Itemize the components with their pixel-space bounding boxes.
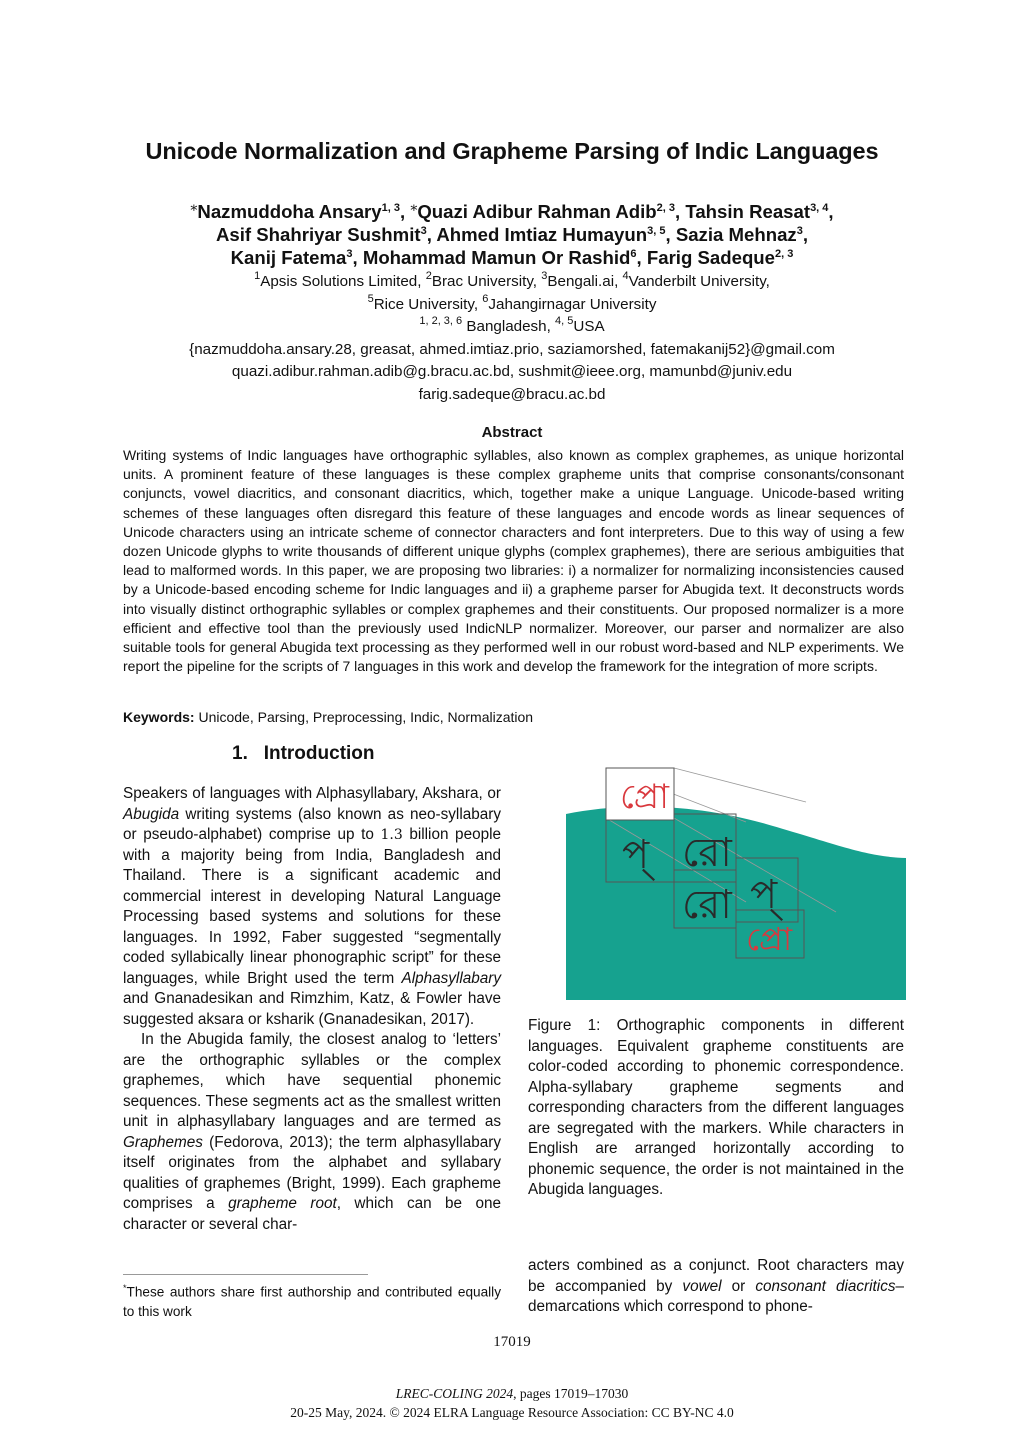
author-name: Nazmuddoha Ansary: [197, 201, 382, 222]
intro-column-right: [528, 1256, 904, 1318]
footer-venue: LREC-COLING 2024: [395, 1386, 514, 1401]
glyph-e: প্রো: [746, 920, 793, 958]
author-affil-sup: 2, 3: [775, 248, 794, 260]
affil-sup: 5: [367, 292, 374, 305]
abstract-heading: Abstract: [481, 424, 543, 441]
text-run: 1.3: [380, 827, 403, 843]
text-run: and Gnanadesikan and Rimzhim, Katz, & Fowler have suggested aksara or ksharik (Gnanadesikan, 2017).: [123, 990, 501, 1028]
footer-line: [0, 1384, 1024, 1403]
affil-text: USA: [573, 318, 605, 335]
footer-line: 20-25 May, 2024. © 2024 ELRA Language Resource Association: CC BY-NC 4.0: [290, 1405, 734, 1420]
text-run: writing systems (also known as neo-syllabary or pseudo-alphabet) comprise up to: [123, 805, 501, 843]
section-heading: [232, 743, 375, 765]
text-run: In the Abugida family, the closest analog to ‘letters’ are the orthographic syllables or the complex graphemes, which have sequential phonemic sequences. These segments act as the smallest written unit in alphasyllabary languages and are termed as: [123, 1031, 501, 1130]
intro-column-left: [123, 784, 501, 1235]
affil-text: Vanderbilt University,: [628, 273, 770, 290]
author-affil-sup: 3, 4: [810, 202, 829, 214]
footer-pages: , pages 17019–17030: [513, 1386, 629, 1401]
author-name: Asif Shahriyar Sushmit: [215, 224, 421, 245]
glyph-a: প্: [622, 832, 650, 878]
glyph-top: প্রো: [620, 777, 670, 817]
paragraph: [123, 784, 501, 1030]
author-affil-sup: 3: [346, 248, 353, 260]
text-run: or: [721, 1277, 756, 1295]
equal-contribution-mark: *: [190, 203, 198, 219]
author-affil-sup: 3: [796, 225, 803, 237]
keywords-label: Keywords:: [123, 709, 195, 725]
text-run: Alphasyllabary: [401, 969, 501, 987]
text-run: (Fedorova, 2013); the term alphasyllabary itself originates from the alphabet and syllabary qualities of graphemes (Bright, 1999). Each grapheme comprises a: [123, 1133, 501, 1212]
glyph-d: প্: [750, 872, 778, 918]
text-run: acters combined as a conjunct. Root characters may be accompanied by: [528, 1257, 904, 1295]
affil-text: Apsis Solutions Limited,: [260, 273, 426, 290]
author-affil-sup: 3: [420, 225, 427, 237]
author-name: Quazi Adibur Rahman Adib: [417, 201, 657, 222]
email-line: quazi.adibur.rahman.adib@g.bracu.ac.bd, sushmit@ieee.org, mamunbd@juniv.edu: [231, 363, 793, 380]
email-line: farig.sadeque@bracu.ac.bd: [418, 385, 606, 403]
keywords: [123, 709, 533, 725]
affil-text: Jahangirnagar University: [488, 295, 657, 313]
author-name: Farig Sadeque: [646, 247, 775, 268]
text-run: billion people with a majority being from India, Bangladesh and Thailand. There is a significant academic and commercial interest in developing Natural Language Processing based systems and solutions for these languages. In 1992, Faber suggested “segmentally coded syllabically linear phonographic script” for these languages, while Bright used the term: [123, 826, 501, 987]
author-name: Mohammad Mamun Or Rashid: [362, 247, 631, 268]
text-run: Abugida: [123, 805, 180, 823]
text-run: consonant diacritics: [755, 1277, 896, 1295]
figure-illustration: [566, 762, 906, 1002]
text-run: , which can be one character or several char-: [123, 1195, 501, 1233]
text-run: Speakers of languages with Alphasyllabary, Akshara, or: [123, 785, 501, 802]
text-run: Graphemes: [123, 1133, 203, 1151]
page-number: 17019: [493, 1334, 531, 1350]
author-affil-sup: 3, 5: [647, 225, 666, 237]
author-name: Ahmed Imtiaz Humayun: [436, 224, 648, 245]
section-title: Introduction: [263, 743, 375, 764]
author-name: Sazia Mehnaz: [675, 224, 797, 245]
page-footer: [0, 1384, 1024, 1422]
affiliation-line: [0, 271, 1024, 294]
affil-text: Rice University,: [373, 295, 483, 313]
footnote-text: These authors share first authorship and contributed equally to this work: [123, 1284, 501, 1319]
affil-text: Bangladesh,: [462, 318, 556, 335]
affil-sup: 6: [482, 292, 489, 305]
glyph-c: রো: [682, 882, 732, 928]
text-run: grapheme root: [228, 1195, 337, 1212]
affil-sup: 3: [541, 270, 548, 282]
affiliations: [0, 271, 1024, 406]
author-name: Tahsin Reasat: [685, 201, 811, 222]
text-run: – demarcations which correspond to phone-: [528, 1277, 905, 1315]
affiliation-line: [0, 294, 1024, 317]
affil-sup: 1, 2, 3, 6: [419, 315, 463, 327]
affil-sup: 4: [622, 270, 629, 282]
abstract-text: Writing systems of Indic languages have orthographic syllables, also known as complex graphemes, as unique horizontal units. A prominent feature of these languages is these complex grapheme units that comprise consonants/consonant conjuncts, vowel diacritics, and consonant diacritics, which, together make a unique Language. Unicode-based writing schemes of these languages often disregard this feature of these languages and encode words as linear sequences of Unicode characters using an intricate scheme of connector characters and font interpreters. Due to this way of using a few dozen Unicode glyphs to write thousands of different unique glyphs (complex graphemes), there are serious ambiguities that lead to malformed words. In this paper, we are proposing two libraries: i) a normalizer for normalizing inconsistencies caused by a Unicode-based encoding scheme for Indic languages and ii) a grapheme parser for Abugida text. It deconstructs words into visually distinct orthographic syllables or complex graphemes and their constituents. Our proposed normalizer is a more efficient and effective tool than the previously used IndicNLP normalizer. Moreover, our parser and normalizer are also suitable tools for general Abugida text processing as they performed well in our robust word-based and NLP experiments. We report the pipeline for the scripts of 7 languages in this work and develop the framework for the integration of more scripts.: [123, 447, 904, 675]
author-affil-sup: 2, 3: [656, 202, 676, 214]
author-affil-sup: 1, 3: [381, 202, 400, 214]
keywords-value: Unicode, Parsing, Preprocessing, Indic, Normalization: [194, 709, 534, 725]
affil-text: Brac University,: [431, 273, 542, 290]
paper-title: Unicode Normalization and Grapheme Parsing of Indic Languages: [145, 138, 879, 164]
affil-sup: 4, 5: [555, 315, 574, 327]
author-affil-sup: 6: [630, 248, 637, 260]
glyph-b: রো: [682, 830, 732, 876]
affil-text: Bengali.ai,: [547, 273, 623, 290]
figure-caption: Figure 1: Orthographic components in different languages. Equivalent grapheme constituents are color-coded according to phonemic correspondence. Alpha-syllabary grapheme segments and corresponding characters from the different languages are segregated with the markers. While characters in English are arranged horizontally according to phonemic sequence, the order is not maintained in the Abugida languages.: [528, 1017, 904, 1198]
section-number: 1.: [232, 743, 248, 764]
affil-sup: 1: [254, 270, 261, 282]
email-line: {nazmuddoha.ansary.28, greasat, ahmed.imtiaz.prio, saziamorshed, fatemakanij52}@gmail.com: [189, 340, 835, 358]
footnote-mark: *: [123, 1283, 127, 1293]
figure-1: [566, 762, 906, 1002]
text-run: vowel: [682, 1277, 722, 1295]
author-name: Kanij Fatema: [230, 247, 347, 268]
affil-sup: 2: [425, 270, 432, 282]
affiliation-line: [0, 316, 1024, 339]
author-list: *Nazmuddoha Ansary$^{1, 3}$, *Quazi Adibur Rahman Adib$^{2, 3}$, Tahsin Reasat$^{3, 4}$, Asif Shahriyar Sushmit$^3$, Ahmed Imtiaz Humayun$^{3, 5}$, Sazia Mehnaz$^3$, Kanij Fatema$^3$, Mohammad Mamun Or Rashid$^6$, Farig Sadeque$^{2, 3}$: [190, 201, 834, 268]
equal-contribution-mark: *: [410, 203, 418, 219]
footnote-rule: [123, 1274, 368, 1275]
paragraph: [123, 1030, 501, 1235]
footnote: [123, 1279, 501, 1321]
